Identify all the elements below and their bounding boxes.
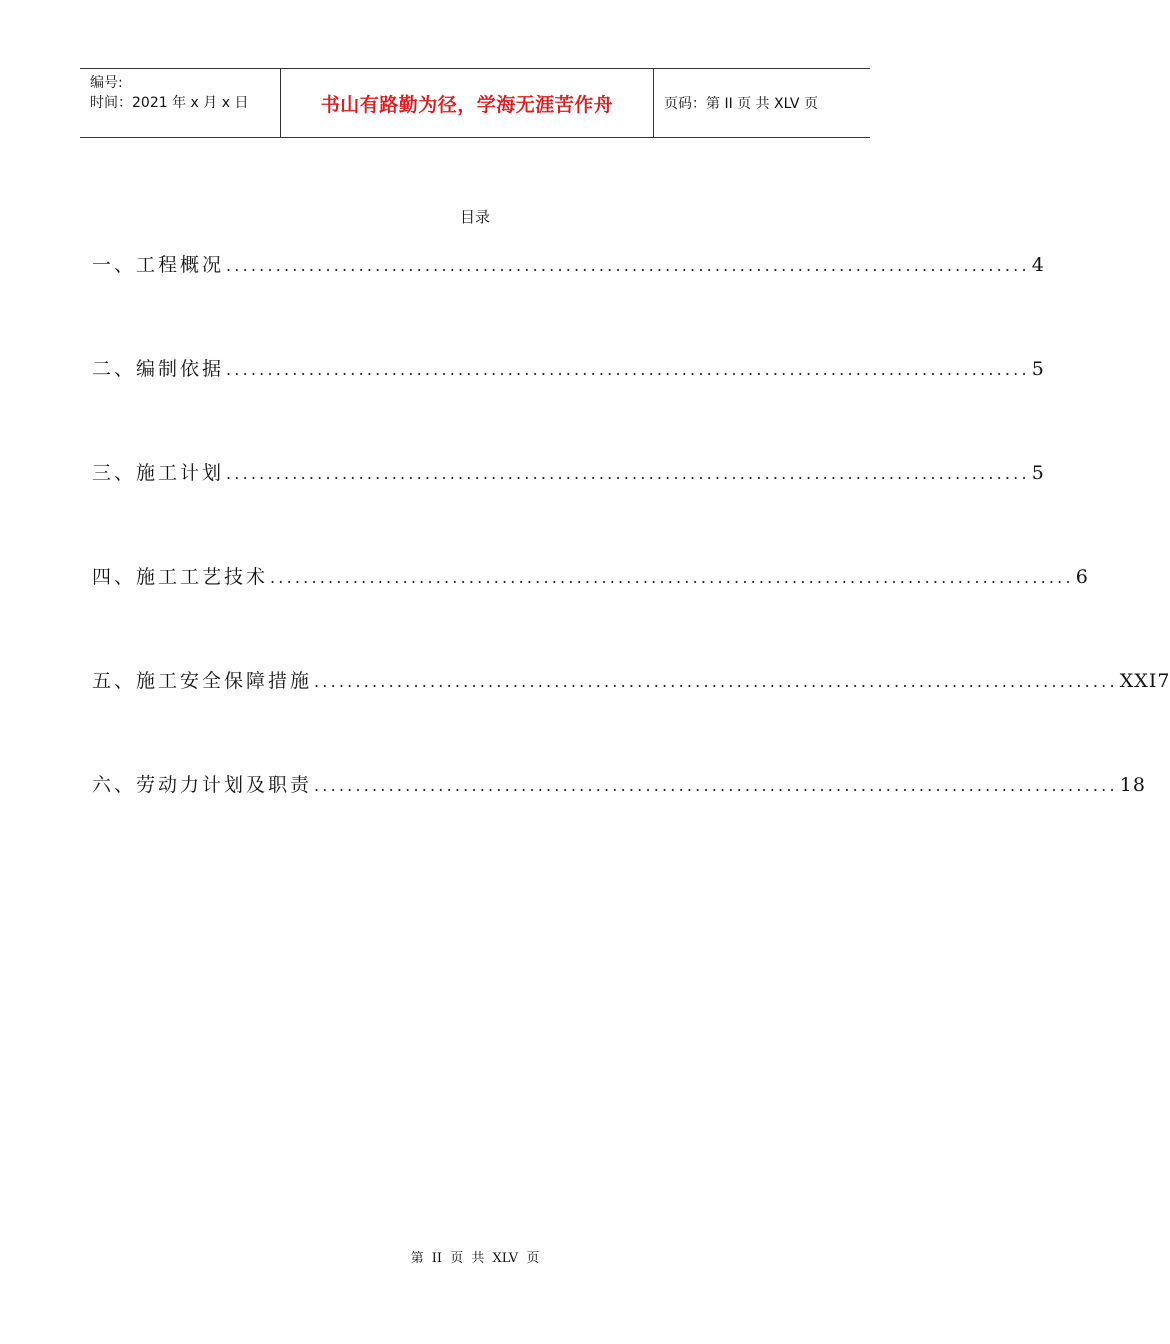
toc-leader-dots: ................................................................................................. (226, 256, 1030, 275)
toc-leader-dots: ................................................................................................. (314, 776, 1118, 795)
toc-entry[interactable] (92, 562, 1089, 590)
header-page-info: 页码：第 II 页 共 XLV 页 (664, 96, 818, 112)
header-page-cell (654, 69, 870, 137)
toc-entry-page: 18 (1119, 774, 1146, 796)
toc-entry-page: XXI7 (1119, 670, 1170, 692)
toc-entry-page: 4 (1031, 254, 1045, 276)
toc-entry-page: 5 (1031, 358, 1045, 380)
header-motto: 书山有路勤为径，学海无涯苦作舟 (320, 93, 614, 116)
toc-title: 目录 (459, 208, 490, 226)
toc-leader-dots: ................................................................................................. (226, 464, 1030, 483)
header-motto-cell (281, 69, 654, 137)
toc-entry-label: 二、编制依据 (92, 358, 225, 380)
page-footer: 第 II 页 共 XLV 页 (410, 1251, 540, 1266)
toc-entry-label: 一、工程概况 (92, 254, 225, 276)
toc-entry-label: 四、施工工艺技术 (92, 566, 269, 588)
toc-entry-page: 5 (1031, 462, 1045, 484)
toc-entry[interactable] (92, 354, 1045, 382)
toc-entry-label: 五、施工安全保障措施 (92, 670, 313, 692)
document-header (80, 68, 870, 138)
document-number: 编号: (90, 75, 123, 91)
toc-entry[interactable] (92, 770, 1146, 798)
toc-entry-label: 六、劳动力计划及职责 (92, 774, 313, 796)
toc-leader-dots: ................................................................................................. (226, 360, 1030, 379)
toc-entry[interactable] (92, 458, 1045, 486)
header-meta (80, 69, 281, 137)
toc-entry[interactable] (92, 250, 1045, 278)
document-date: 时间：2021 年 x 月 x 日 (90, 95, 249, 111)
toc-leader-dots: ................................................................................................. (270, 568, 1074, 587)
toc-leader-dots: ................................................................................................. (314, 672, 1118, 691)
toc-entry-page: 6 (1075, 566, 1089, 588)
toc-entry[interactable] (92, 666, 1170, 694)
toc-entry-label: 三、施工计划 (92, 462, 225, 484)
